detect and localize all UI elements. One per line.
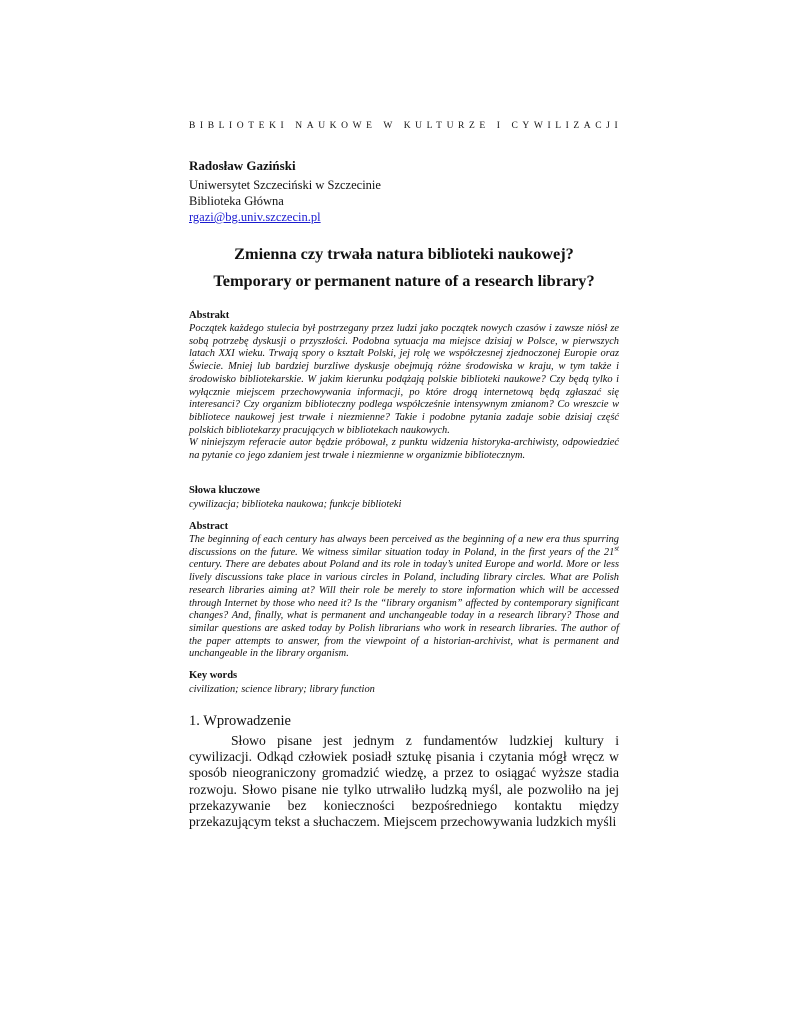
author-block: [189, 158, 619, 225]
slowa-kluczowe-section: [189, 485, 619, 512]
paper-titles: [179, 240, 629, 294]
abstract-text-part-2: century. There are debates about Poland and its role in today’s united Europe and world. More or less lively discussions take place in various circles in Poland, including library circles. What are Polish research libraries aiming at? Will their role be merely to store information which will be accessed through Internet by those who need it? Is the “library organism” affected by contemporary significant changes? And, finally, what is permanent and unchangeable today in a research library? Those and similar questions are asked today by Polish librarians who work in research libraries. The author of the paper attempts to answer, from the viewpoint of a historian-archivist, what is permanent and unchangeable in the library organism.: [189, 559, 619, 660]
key-words-section: [189, 670, 619, 697]
key-words-text: civilization; science library; library function: [189, 684, 375, 695]
title-english: Temporary or permanent nature of a research library?: [213, 271, 595, 290]
author-affiliation-library: Biblioteka Główna: [189, 194, 284, 208]
abstract-heading: Abstract: [189, 521, 229, 532]
key-words-heading: Key words: [189, 670, 238, 681]
section-introduction: [189, 713, 619, 830]
abstract-text: [189, 534, 619, 661]
abstrakt-paragraph-1: Początek każdego stulecia był postrzegany przez ludzi jako początek nowych czasów i zawsze niósł ze sobą potrzebę dyskusji o przyszłości. Podobna sytuacja ma miejsce dzisiaj w Polsce, w pierwszych latach XXI wieku. Trwają spory o kształt Polski, jej rolę we współczesnej zjednoczonej Europie oraz Świecie. Mniej lub bardziej burzliwe dyskusje obejmują różne środowiska w kraju, w tym także i środowisko bibliotekarskie. W jakim kierunku podążają polskie biblioteki naukowe? Czy będą tylko i wyłącznie miejscem przechowywania informacji, po które drogą internetową będą zgłaszać się interesanci? Czy organizm biblioteczny podlega współcześnie intensywnym zmianom? Co wreszcie w bibliotece naukowej jest trwałe i niezmienne? Takie i podobne pytania zadaje sobie dzisiaj część polskich bibliotekarzy pracujących w bibliotekach naukowych.: [189, 323, 619, 436]
author-affiliation-university: Uniwersytet Szczeciński w Szczecinie: [189, 178, 381, 192]
slowa-kluczowe-text: cywilizacja; biblioteka naukowa; funkcje biblioteki: [189, 499, 402, 510]
section-1-text: [189, 733, 619, 830]
abstrakt-heading: Abstrakt: [189, 310, 230, 321]
abstrakt-section: [189, 310, 619, 463]
running-head: BIBLIOTEKI NAUKOWE W KULTURZE I CYWILIZACJI: [189, 121, 623, 131]
abstract-section: [189, 521, 619, 661]
abstract-text-part-1: The beginning of each century has always been perceived as the beginning of a new era thus spurring discussions on the future. We witness similar situation today in Poland, in the first years of the 21: [189, 534, 619, 558]
slowa-kluczowe-heading: Słowa kluczowe: [189, 485, 260, 496]
abstrakt-paragraph-2: W niniejszym referacie autor będzie próbował, z punktu widzenia historyka-archiwisty, odpowiedzieć na pytanie co jego zdaniem jest trwałe i niezmienne w organizmie bibliotecznym.: [189, 437, 619, 462]
author-email-link[interactable]: rgazi@bg.univ.szczecin.pl: [189, 210, 321, 224]
author-name: Radosław Gaziński: [189, 158, 296, 173]
title-polish: Zmienna czy trwała natura biblioteki naukowej?: [234, 244, 574, 263]
abstract-superscript: st: [614, 544, 619, 553]
section-1-paragraph: Słowo pisane jest jednym z fundamentów ludzkiej kultury i cywilizacji. Odkąd człowiek posiadł sztukę pisania i czytania mógł wręcz w sposób nieograniczony gromadzić wiedzę, a przez to osiągać wyższe stadia rozwoju. Słowo pisane nie tylko utrwaliło ludzką myśl, ale pozwoliło na jej przekazywanie bez konieczności bezpośredniego kontaktu między przekazującym tekst a słuchaczem. Miejscem przechowywania ludzkich myśli: [189, 733, 619, 830]
section-1-heading: 1. Wprowadzenie: [189, 713, 291, 729]
abstrakt-text: [189, 323, 619, 463]
